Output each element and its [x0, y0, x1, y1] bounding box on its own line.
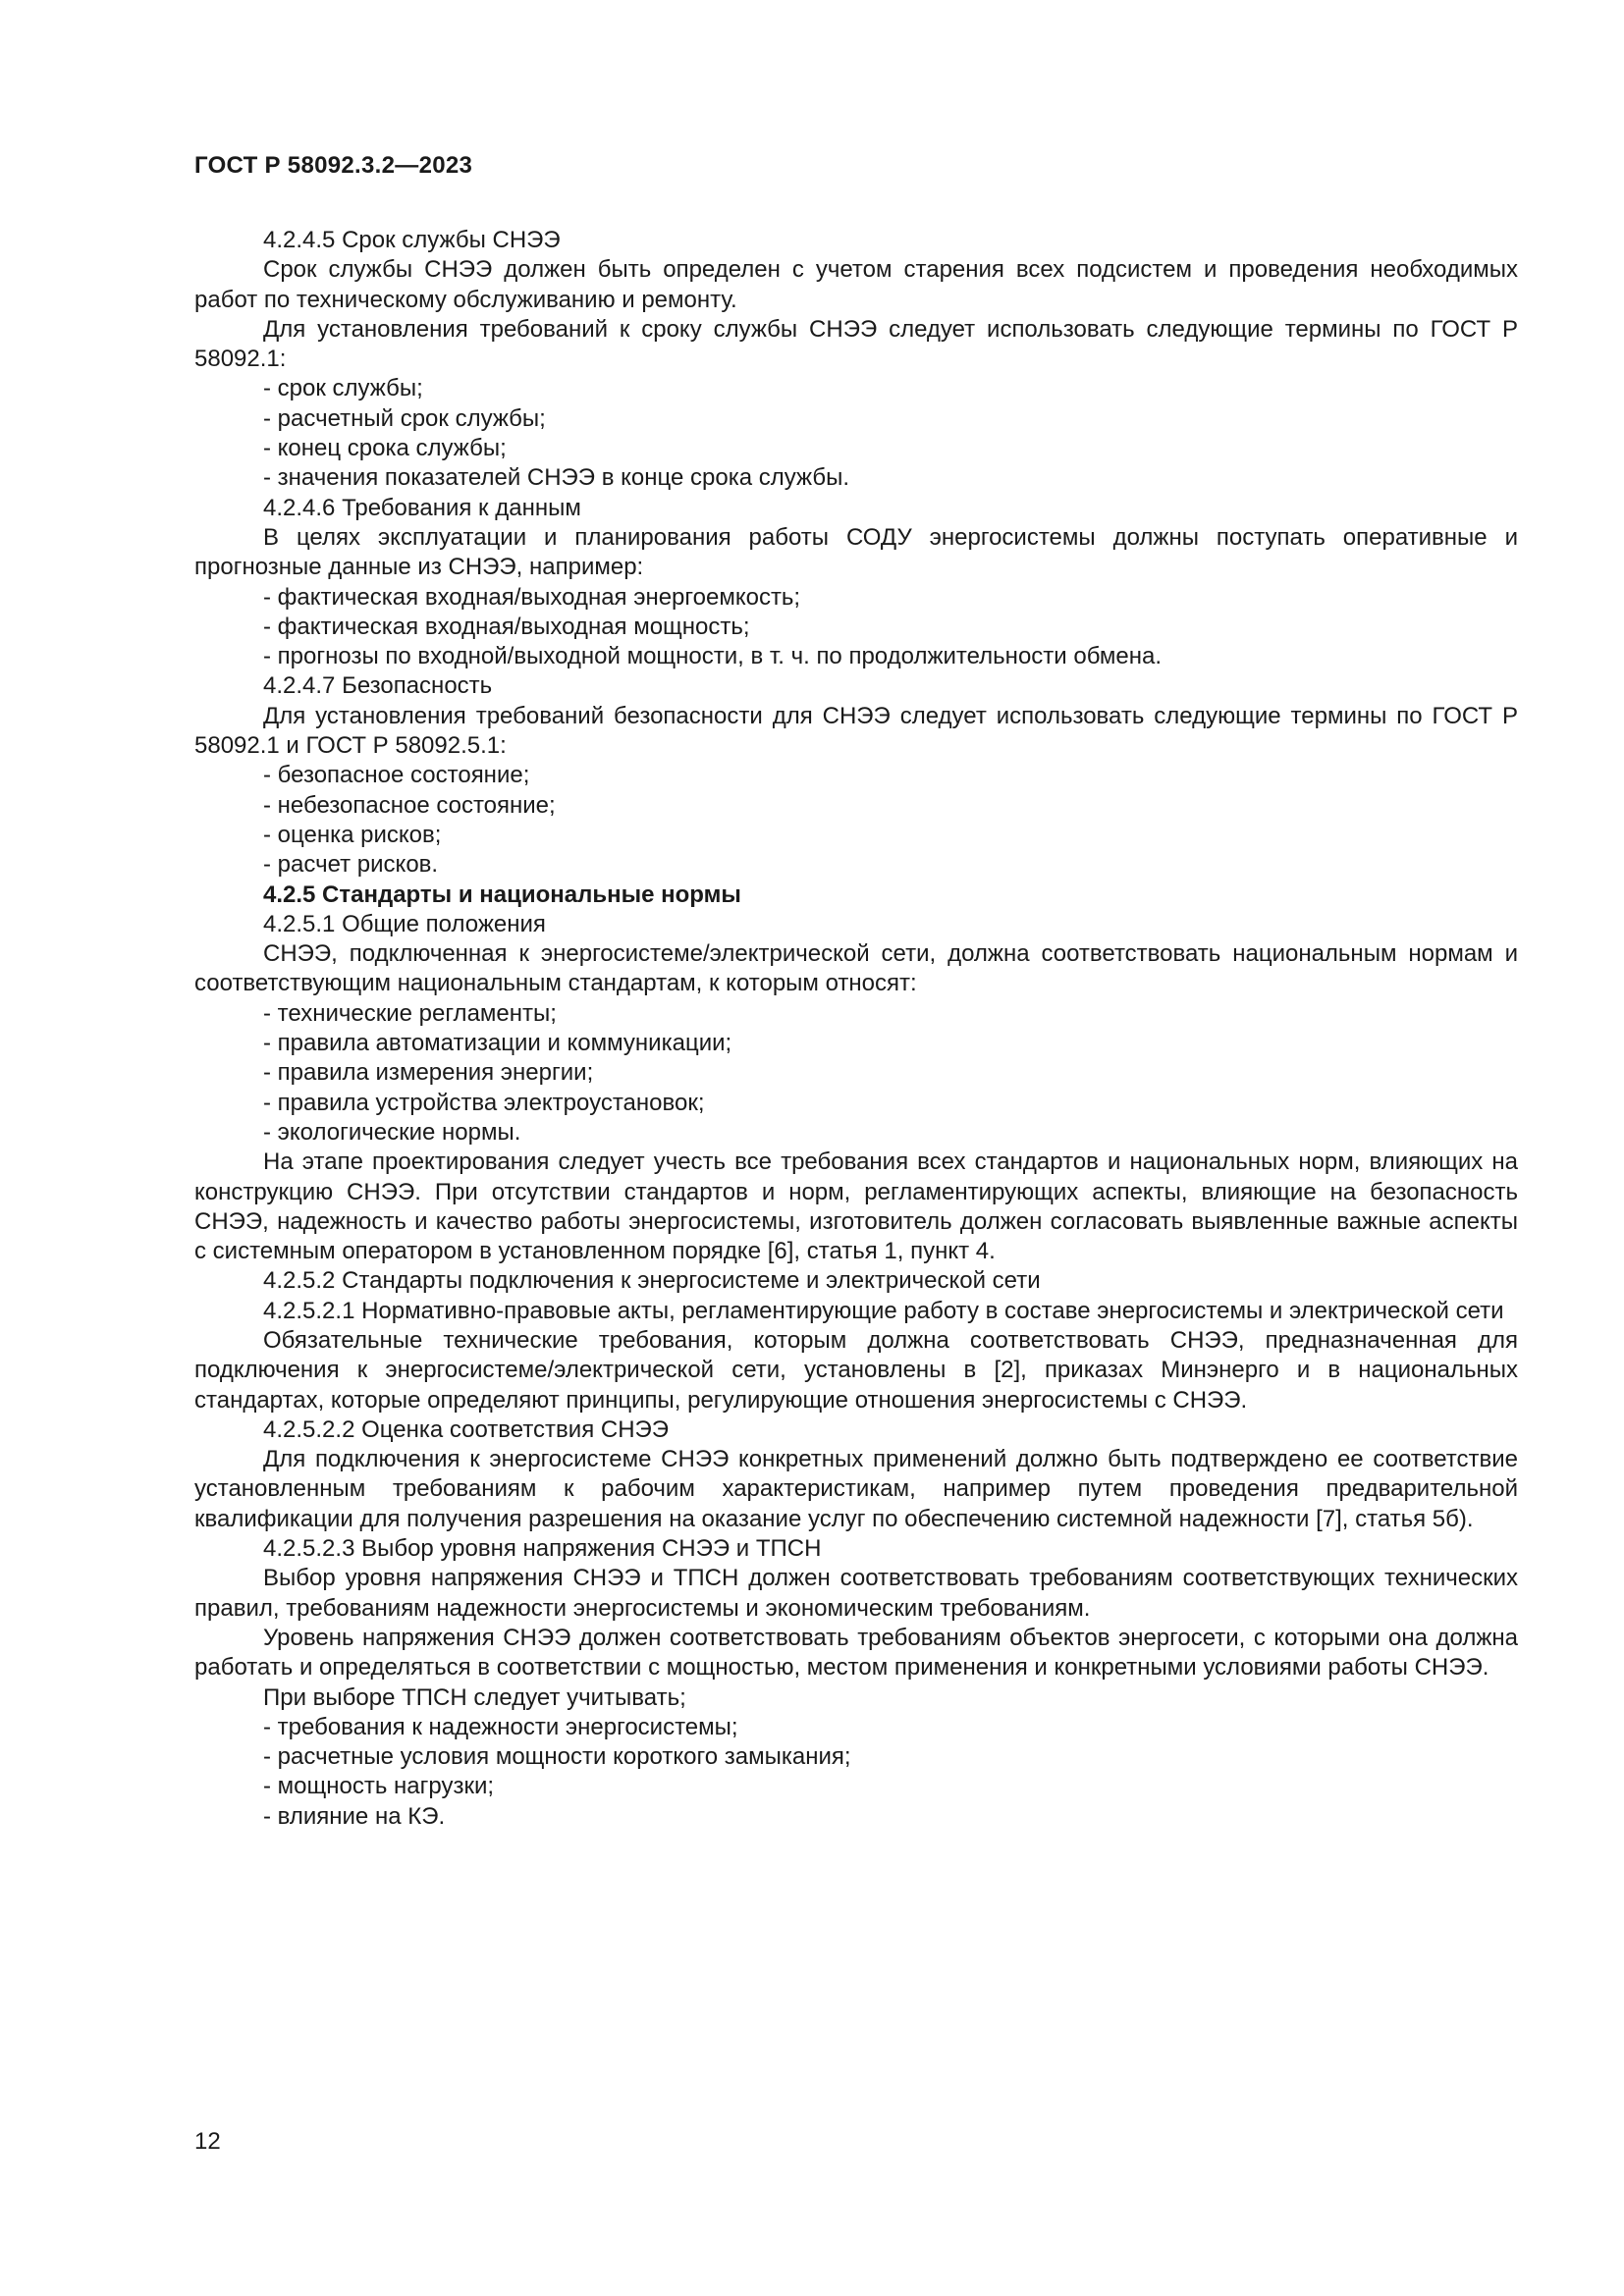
list-item: - фактическая входная/выходная мощность; [263, 613, 750, 640]
subsection-heading: 4.2.5.2 Стандарты подключения к энергосистеме и электрической сети [263, 1267, 1041, 1295]
list-item: - экологические нормы. [263, 1118, 521, 1146]
subsection-heading: 4.2.5.2.1 Нормативно-правовые акты, регламентирующие работу в составе энергосистемы и электрической сети [263, 1297, 1504, 1324]
list-item: - расчетный срок службы; [263, 404, 546, 432]
list-item: - прогнозы по входной/выходной мощности, в т. ч. по продолжительности обмена. [263, 643, 1163, 670]
paragraph: СНЭЭ, подключенная к энергосистеме/электрической сети, должна соответствовать национальным нормам и соответствующим национальным стандартам, к которым относят: [194, 940, 1518, 997]
list-item: - значения показателей СНЭЭ в конце срока службы. [263, 464, 849, 492]
page-number: 12 [194, 2128, 221, 2155]
section-heading: 4.2.5 Стандарты и национальные нормы [263, 881, 741, 908]
paragraph: Уровень напряжения СНЭЭ должен соответствовать требованиям объектов энергосети, с которыми она должна работать и определяться в соответствии с мощностью, местом применения и конкретными условиями работы СНЭЭ. [194, 1624, 1518, 1682]
list-item: - расчет рисков. [263, 851, 439, 879]
list-item: - безопасное состояние; [263, 762, 530, 789]
subsection-heading: 4.2.5.2.3 Выбор уровня напряжения СНЭЭ и ТПСН [263, 1535, 822, 1563]
paragraph: В целях эксплуатации и планирования работы СОДУ энергосистемы должны поступать оперативные и прогнозные данные из СНЭЭ, например: [194, 523, 1518, 581]
list-item: - срок службы; [263, 375, 423, 402]
subsection-heading: 4.2.5.2.2 Оценка соответствия СНЭЭ [263, 1415, 670, 1443]
list-item: - небезопасное состояние; [263, 791, 556, 819]
list-item: - конец срока службы; [263, 435, 507, 462]
document-body [194, 226, 1518, 1832]
paragraph: При выборе ТПСН следует учитывать; [263, 1683, 686, 1711]
subsection-heading: 4.2.5.1 Общие положения [263, 910, 546, 937]
paragraph: Срок службы СНЭЭ должен быть определен с учетом старения всех подсистем и проведения необходимых работ по техническому обслуживанию и ремонту. [194, 256, 1518, 313]
subsection-heading: 4.2.4.5 Срок службы СНЭЭ [263, 227, 561, 253]
list-item: - технические регламенты; [263, 999, 557, 1027]
paragraph: Обязательные технические требования, которым должна соответствовать СНЭЭ, предназначенная для подключения к энергосистеме/электрической сети, установлены в [2], приказах Минэнерго и в национальных стандартах, которые определяют принципы, регулирующие отношения энергосистемы с СНЭЭ. [194, 1326, 1518, 1414]
paragraph: Для подключения к энергосистеме СНЭЭ конкретных применений должно быть подтверждено ее соответствие установленным требованиям к рабочим характеристикам, например путем проведения предварительной квалификации для получения разрешения на оказание услуг по обеспечению системной надежности [7], статья 5б). [194, 1446, 1518, 1532]
list-item: - требования к надежности энергосистемы; [263, 1713, 738, 1740]
list-item: - фактическая входная/выходная энергоемкость; [263, 583, 801, 611]
list-item: - оценка рисков; [263, 821, 442, 848]
subsection-heading: 4.2.4.7 Безопасность [263, 672, 493, 700]
subsection-heading: 4.2.4.6 Требования к данным [263, 494, 581, 521]
paragraph: На этапе проектирования следует учесть все требования всех стандартов и национальных норм, влияющих на конструкцию СНЭЭ. При отсутствии стандартов и норм, регламентирующих аспекты, влияющие на безопасность СНЭЭ, надежность и качество работы энергосистемы, изготовитель должен согласовать выявленные важные аспекты с системным оператором в установленном порядке [6], статья 1, пункт 4. [194, 1148, 1518, 1265]
document-header: ГОСТ Р 58092.3.2—2023 [194, 152, 473, 179]
list-item: - правила измерения энергии; [263, 1059, 594, 1087]
paragraph: Для установления требований к сроку службы СНЭЭ следует использовать следующие термины по ГОСТ Р 58092.1: [194, 315, 1518, 373]
list-item: - мощность нагрузки; [263, 1773, 495, 1800]
list-item: - правила устройства электроустановок; [263, 1089, 705, 1116]
paragraph: Для установления требований безопасности для СНЭЭ следует использовать следующие термины по ГОСТ Р 58092.1 и ГОСТ Р 58092.5.1: [194, 702, 1518, 760]
list-item: - влияние на КЭ. [263, 1802, 446, 1830]
paragraph: Выбор уровня напряжения СНЭЭ и ТПСН должен соответствовать требованиям соответствующих технических правил, требованиям надежности энергосистемы и экономическим требованиям. [194, 1565, 1518, 1622]
list-item: - расчетные условия мощности короткого замыкания; [263, 1743, 851, 1771]
list-item: - правила автоматизации и коммуникации; [263, 1030, 732, 1057]
